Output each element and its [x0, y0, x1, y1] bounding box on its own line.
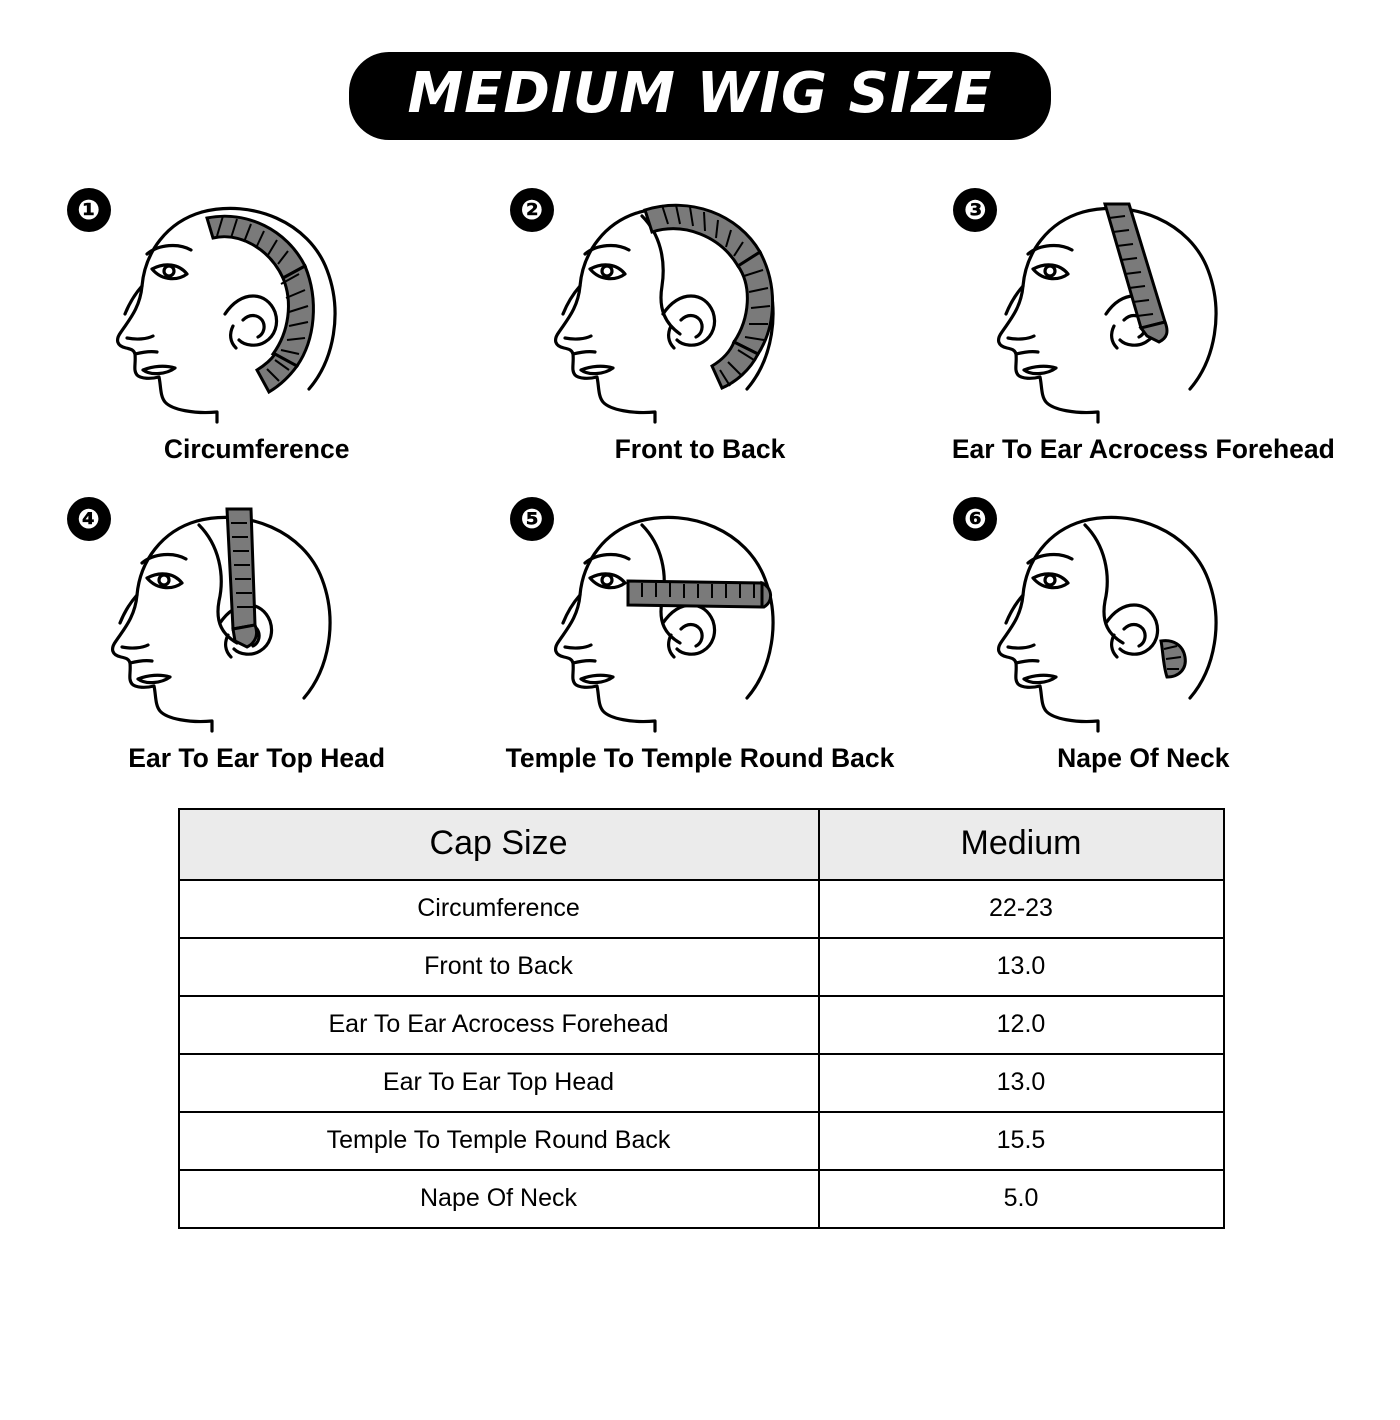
step-number-badge: ❻ — [953, 497, 997, 541]
table-row — [179, 1054, 1224, 1112]
table-cell-measure-name: Ear To Ear Top Head — [179, 1054, 819, 1112]
head-diagram-temple-to-temple — [490, 483, 910, 733]
measurement-card-nape-of-neck — [922, 483, 1365, 774]
head-diagram-circumference — [47, 174, 467, 424]
table-cell-measure-value: 13.0 — [819, 1054, 1224, 1112]
measurement-diagram-grid — [35, 174, 1365, 774]
head-diagram-nape-of-neck — [933, 483, 1353, 733]
cap-size-table-wrap — [178, 808, 1223, 1229]
measurement-label: Temple To Temple Round Back — [505, 743, 895, 773]
step-number-badge: ❹ — [67, 497, 111, 541]
table-cell-measure-value: 13.0 — [819, 938, 1224, 996]
table-cell-measure-name: Circumference — [179, 880, 819, 938]
tape-measure-1 — [207, 216, 313, 392]
table-cell-measure-name: Front to Back — [179, 938, 819, 996]
cap-size-table — [178, 808, 1225, 1229]
tape-measure-6 — [1161, 641, 1185, 677]
measurement-card-circumference — [35, 174, 478, 465]
head-diagram-front-to-back — [490, 174, 910, 424]
table-row — [179, 996, 1224, 1054]
step-number-badge: ❶ — [67, 188, 111, 232]
step-number-badge: ❷ — [510, 188, 554, 232]
step-number-badge: ❺ — [510, 497, 554, 541]
measurement-label: Front to Back — [614, 434, 786, 464]
measurement-label: Ear To Ear Top Head — [128, 743, 386, 773]
head-diagram-ear-to-ear-forehead — [933, 174, 1353, 424]
measurement-card-front-to-back — [478, 174, 921, 465]
table-cell-measure-value: 5.0 — [819, 1170, 1224, 1228]
table-row — [179, 938, 1224, 996]
measurement-label: Ear To Ear Acrocess Forehead — [951, 434, 1335, 464]
table-row — [179, 880, 1224, 938]
head-diagram-ear-to-ear-top — [47, 483, 467, 733]
tape-measure-5 — [628, 581, 771, 607]
table-row — [179, 1170, 1224, 1228]
table-cell-measure-name: Temple To Temple Round Back — [179, 1112, 819, 1170]
table-cell-measure-value: 12.0 — [819, 996, 1224, 1054]
table-cell-measure-name: Nape Of Neck — [179, 1170, 819, 1228]
step-number-badge: ❸ — [953, 188, 997, 232]
measurement-card-ear-to-ear-forehead — [922, 174, 1365, 465]
page-title: MEDIUM WIG SIZE — [349, 52, 1050, 140]
table-header-size-value: Medium — [819, 809, 1224, 880]
title-bar — [0, 0, 1400, 140]
table-cell-measure-name: Ear To Ear Acrocess Forehead — [179, 996, 819, 1054]
tape-measure-2 — [645, 205, 773, 388]
table-cell-measure-value: 15.5 — [819, 1112, 1224, 1170]
table-header-cap-size: Cap Size — [179, 809, 819, 880]
table-row — [179, 1112, 1224, 1170]
measurement-label: Circumference — [163, 434, 350, 464]
measurement-card-temple-to-temple — [478, 483, 921, 774]
measurement-label: Nape Of Neck — [1057, 743, 1230, 773]
tape-measure-4 — [227, 509, 257, 647]
table-cell-measure-value: 22-23 — [819, 880, 1224, 938]
measurement-card-ear-to-ear-top — [35, 483, 478, 774]
table-header-row — [179, 809, 1224, 880]
tape-measure-3 — [1105, 204, 1167, 342]
